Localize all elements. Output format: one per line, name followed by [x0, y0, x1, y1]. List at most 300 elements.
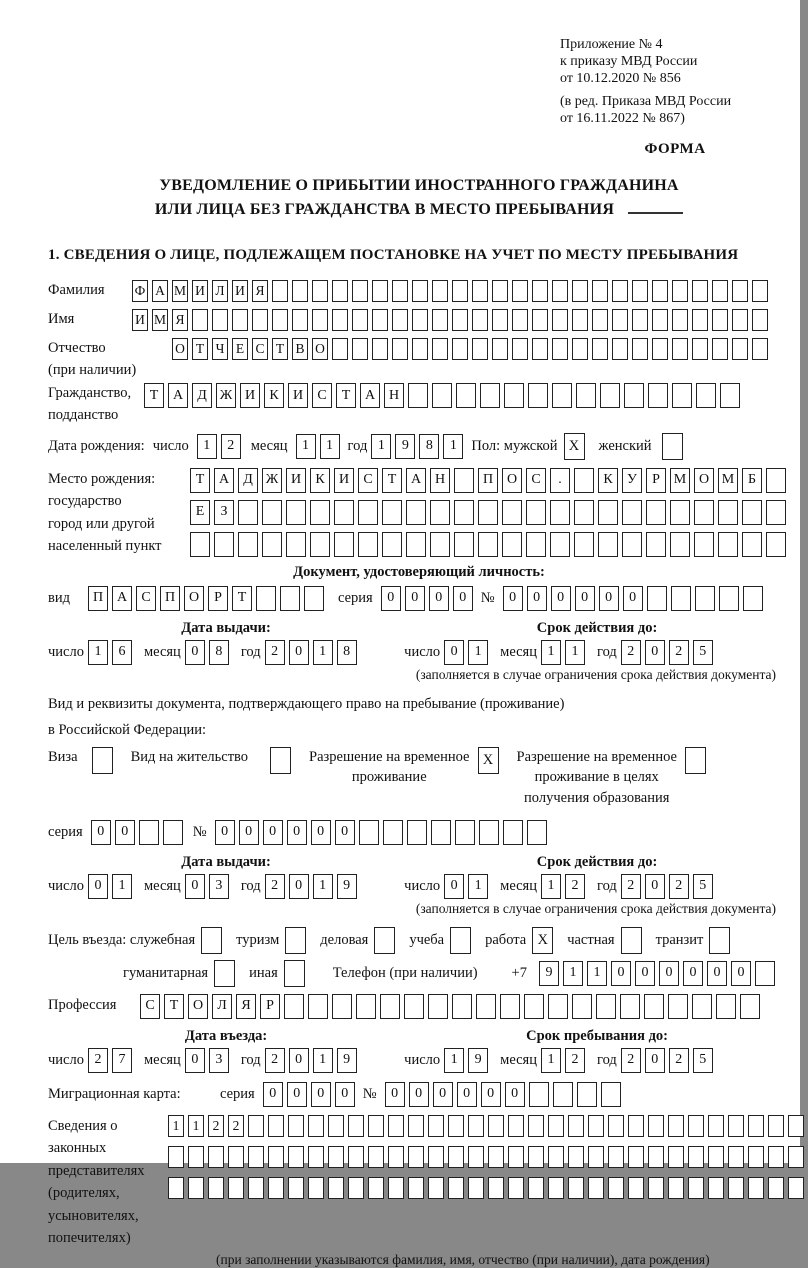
char-cell[interactable] — [488, 1177, 504, 1199]
char-cell[interactable] — [356, 994, 376, 1019]
char-cell[interactable]: X — [478, 747, 499, 774]
char-cell[interactable] — [358, 532, 378, 557]
char-cell[interactable]: 0 — [444, 640, 464, 665]
char-cell[interactable] — [188, 1146, 204, 1168]
char-cell[interactable] — [450, 927, 471, 954]
char-cell[interactable] — [524, 994, 544, 1019]
char-cell[interactable]: X — [532, 927, 553, 954]
char-cell[interactable] — [512, 309, 528, 331]
char-cell[interactable] — [352, 280, 368, 302]
char-cell[interactable] — [632, 338, 648, 360]
char-cell[interactable] — [270, 747, 291, 774]
char-cell[interactable] — [432, 383, 452, 408]
char-cell[interactable] — [688, 1177, 704, 1199]
char-cell[interactable] — [334, 500, 354, 525]
char-cell[interactable] — [168, 1177, 184, 1199]
char-cell[interactable] — [553, 1082, 573, 1107]
char-cell[interactable]: 0 — [311, 1082, 331, 1107]
char-cell[interactable]: 1 — [296, 434, 316, 459]
char-cell[interactable] — [694, 532, 714, 557]
char-cell[interactable]: 1 — [88, 640, 108, 665]
char-cell[interactable] — [468, 1115, 484, 1137]
char-cell[interactable] — [568, 1177, 584, 1199]
char-cell[interactable] — [272, 280, 288, 302]
char-cell[interactable] — [632, 280, 648, 302]
char-cell[interactable] — [163, 820, 183, 845]
char-cell[interactable] — [620, 994, 640, 1019]
char-cell[interactable] — [407, 820, 427, 845]
char-cell[interactable]: 0 — [287, 1082, 307, 1107]
char-cell[interactable] — [190, 532, 210, 557]
char-cell[interactable] — [374, 927, 395, 954]
char-cell[interactable] — [766, 468, 786, 493]
char-cell[interactable] — [352, 309, 368, 331]
char-cell[interactable] — [408, 1177, 424, 1199]
char-cell[interactable] — [527, 820, 547, 845]
char-cell[interactable]: Я — [236, 994, 256, 1019]
char-cell[interactable] — [454, 500, 474, 525]
char-cell[interactable] — [432, 280, 448, 302]
char-cell[interactable] — [308, 1146, 324, 1168]
char-cell[interactable]: К — [310, 468, 330, 493]
char-cell[interactable] — [712, 309, 728, 331]
char-cell[interactable]: 0 — [444, 874, 464, 899]
char-cell[interactable] — [694, 500, 714, 525]
char-cell[interactable] — [768, 1115, 784, 1137]
char-cell[interactable] — [552, 383, 572, 408]
char-cell[interactable]: 1 — [468, 640, 488, 665]
char-cell[interactable] — [428, 994, 448, 1019]
char-cell[interactable] — [248, 1115, 264, 1137]
char-cell[interactable] — [672, 309, 688, 331]
char-cell[interactable] — [628, 1146, 644, 1168]
char-cell[interactable]: 9 — [539, 961, 559, 986]
char-cell[interactable] — [472, 309, 488, 331]
char-cell[interactable]: Б — [742, 468, 762, 493]
char-cell[interactable]: 0 — [433, 1082, 453, 1107]
char-cell[interactable]: С — [312, 383, 332, 408]
char-cell[interactable] — [718, 500, 738, 525]
char-cell[interactable] — [608, 1115, 624, 1137]
char-cell[interactable]: М — [718, 468, 738, 493]
char-cell[interactable] — [192, 309, 208, 331]
char-cell[interactable]: 9 — [468, 1048, 488, 1073]
char-cell[interactable] — [228, 1177, 244, 1199]
char-cell[interactable] — [472, 338, 488, 360]
char-cell[interactable] — [574, 468, 594, 493]
char-cell[interactable]: З — [214, 500, 234, 525]
char-cell[interactable]: 0 — [683, 961, 703, 986]
char-cell[interactable] — [368, 1177, 384, 1199]
char-cell[interactable] — [380, 994, 400, 1019]
char-cell[interactable]: О — [694, 468, 714, 493]
char-cell[interactable]: 1 — [313, 1048, 333, 1073]
char-cell[interactable]: Т — [192, 338, 208, 360]
char-cell[interactable]: 0 — [707, 961, 727, 986]
char-cell[interactable] — [608, 1177, 624, 1199]
char-cell[interactable] — [628, 1177, 644, 1199]
char-cell[interactable] — [504, 383, 524, 408]
char-cell[interactable] — [448, 1115, 464, 1137]
char-cell[interactable]: А — [406, 468, 426, 493]
char-cell[interactable] — [612, 280, 628, 302]
char-cell[interactable] — [348, 1177, 364, 1199]
char-cell[interactable] — [648, 1177, 664, 1199]
char-cell[interactable] — [612, 309, 628, 331]
char-cell[interactable]: 0 — [88, 874, 108, 899]
char-cell[interactable] — [621, 927, 642, 954]
char-cell[interactable] — [238, 532, 258, 557]
char-cell[interactable] — [388, 1177, 404, 1199]
char-cell[interactable]: Ч — [212, 338, 228, 360]
char-cell[interactable] — [646, 532, 666, 557]
char-cell[interactable] — [598, 532, 618, 557]
char-cell[interactable] — [712, 338, 728, 360]
char-cell[interactable]: Д — [192, 383, 212, 408]
char-cell[interactable] — [588, 1177, 604, 1199]
char-cell[interactable] — [502, 532, 522, 557]
char-cell[interactable]: 0 — [645, 1048, 665, 1073]
char-cell[interactable] — [431, 820, 451, 845]
char-cell[interactable]: Т — [232, 586, 252, 611]
char-cell[interactable]: 2 — [265, 1048, 285, 1073]
char-cell[interactable]: 0 — [611, 961, 631, 986]
char-cell[interactable] — [752, 309, 768, 331]
char-cell[interactable] — [262, 500, 282, 525]
char-cell[interactable]: К — [264, 383, 284, 408]
char-cell[interactable]: 3 — [209, 874, 229, 899]
char-cell[interactable]: 0 — [599, 586, 619, 611]
char-cell[interactable] — [492, 280, 508, 302]
char-cell[interactable]: 2 — [265, 874, 285, 899]
char-cell[interactable]: Л — [212, 280, 228, 302]
char-cell[interactable] — [406, 532, 426, 557]
char-cell[interactable] — [716, 994, 736, 1019]
char-cell[interactable]: 0 — [311, 820, 331, 845]
char-cell[interactable] — [332, 309, 348, 331]
char-cell[interactable] — [454, 532, 474, 557]
char-cell[interactable] — [532, 338, 548, 360]
char-cell[interactable]: 1 — [563, 961, 583, 986]
char-cell[interactable] — [285, 927, 306, 954]
char-cell[interactable]: 8 — [419, 434, 439, 459]
char-cell[interactable]: С — [358, 468, 378, 493]
char-cell[interactable] — [512, 280, 528, 302]
char-cell[interactable] — [646, 500, 666, 525]
char-cell[interactable] — [188, 1177, 204, 1199]
char-cell[interactable]: 0 — [623, 586, 643, 611]
char-cell[interactable]: 0 — [405, 586, 425, 611]
char-cell[interactable]: Т — [382, 468, 402, 493]
char-cell[interactable]: 0 — [635, 961, 655, 986]
char-cell[interactable]: 2 — [621, 640, 641, 665]
char-cell[interactable] — [428, 1115, 444, 1137]
char-cell[interactable] — [672, 338, 688, 360]
char-cell[interactable] — [392, 280, 408, 302]
char-cell[interactable] — [688, 1115, 704, 1137]
char-cell[interactable] — [526, 532, 546, 557]
char-cell[interactable] — [452, 309, 468, 331]
char-cell[interactable]: 0 — [645, 640, 665, 665]
char-cell[interactable] — [577, 1082, 597, 1107]
char-cell[interactable] — [455, 820, 475, 845]
char-cell[interactable]: 0 — [481, 1082, 501, 1107]
char-cell[interactable] — [348, 1146, 364, 1168]
char-cell[interactable]: 1 — [188, 1115, 204, 1137]
char-cell[interactable]: 0 — [289, 1048, 309, 1073]
char-cell[interactable] — [709, 927, 730, 954]
char-cell[interactable]: С — [136, 586, 156, 611]
char-cell[interactable] — [568, 1146, 584, 1168]
char-cell[interactable] — [372, 338, 388, 360]
char-cell[interactable] — [280, 586, 300, 611]
char-cell[interactable] — [742, 532, 762, 557]
char-cell[interactable] — [550, 500, 570, 525]
char-cell[interactable] — [652, 338, 668, 360]
char-cell[interactable]: 0 — [659, 961, 679, 986]
char-cell[interactable] — [382, 500, 402, 525]
char-cell[interactable]: Л — [212, 994, 232, 1019]
char-cell[interactable] — [728, 1146, 744, 1168]
char-cell[interactable] — [685, 747, 706, 774]
char-cell[interactable] — [672, 280, 688, 302]
char-cell[interactable]: 0 — [505, 1082, 525, 1107]
char-cell[interactable]: 1 — [565, 640, 585, 665]
char-cell[interactable] — [671, 586, 691, 611]
char-cell[interactable]: Ж — [262, 468, 282, 493]
char-cell[interactable] — [552, 280, 568, 302]
char-cell[interactable] — [456, 383, 476, 408]
char-cell[interactable] — [286, 500, 306, 525]
char-cell[interactable]: Р — [208, 586, 228, 611]
char-cell[interactable]: М — [172, 280, 188, 302]
char-cell[interactable]: 0 — [185, 640, 205, 665]
char-cell[interactable]: 1 — [541, 1048, 561, 1073]
char-cell[interactable]: 2 — [221, 434, 241, 459]
char-cell[interactable] — [692, 338, 708, 360]
char-cell[interactable] — [592, 338, 608, 360]
char-cell[interactable] — [708, 1115, 724, 1137]
char-cell[interactable] — [548, 1177, 564, 1199]
char-cell[interactable]: 0 — [453, 586, 473, 611]
char-cell[interactable] — [448, 1146, 464, 1168]
char-cell[interactable]: 0 — [551, 586, 571, 611]
char-cell[interactable] — [372, 309, 388, 331]
char-cell[interactable] — [601, 1082, 621, 1107]
char-cell[interactable] — [238, 500, 258, 525]
char-cell[interactable] — [572, 994, 592, 1019]
char-cell[interactable] — [332, 338, 348, 360]
char-cell[interactable] — [284, 960, 305, 987]
char-cell[interactable] — [552, 338, 568, 360]
char-cell[interactable] — [359, 820, 379, 845]
char-cell[interactable] — [292, 309, 308, 331]
char-cell[interactable] — [668, 994, 688, 1019]
char-cell[interactable]: 0 — [731, 961, 751, 986]
char-cell[interactable]: 1 — [112, 874, 132, 899]
char-cell[interactable]: 1 — [313, 640, 333, 665]
char-cell[interactable] — [766, 500, 786, 525]
char-cell[interactable]: 1 — [587, 961, 607, 986]
char-cell[interactable] — [476, 994, 496, 1019]
char-cell[interactable] — [408, 1146, 424, 1168]
char-cell[interactable]: 1 — [313, 874, 333, 899]
char-cell[interactable]: 1 — [444, 1048, 464, 1073]
char-cell[interactable] — [512, 338, 528, 360]
char-cell[interactable]: Ж — [216, 383, 236, 408]
char-cell[interactable] — [622, 532, 642, 557]
char-cell[interactable] — [788, 1177, 804, 1199]
char-cell[interactable] — [139, 820, 159, 845]
char-cell[interactable] — [372, 280, 388, 302]
char-cell[interactable]: И — [240, 383, 260, 408]
char-cell[interactable]: И — [192, 280, 208, 302]
char-cell[interactable]: А — [168, 383, 188, 408]
char-cell[interactable]: И — [232, 280, 248, 302]
char-cell[interactable] — [310, 532, 330, 557]
char-cell[interactable] — [732, 309, 748, 331]
char-cell[interactable] — [268, 1115, 284, 1137]
char-cell[interactable] — [492, 338, 508, 360]
char-cell[interactable] — [528, 1146, 544, 1168]
char-cell[interactable]: 0 — [503, 586, 523, 611]
char-cell[interactable]: 1 — [468, 874, 488, 899]
char-cell[interactable] — [662, 433, 683, 460]
char-cell[interactable] — [528, 1177, 544, 1199]
char-cell[interactable] — [452, 280, 468, 302]
char-cell[interactable]: 2 — [88, 1048, 108, 1073]
char-cell[interactable]: И — [286, 468, 306, 493]
char-cell[interactable] — [508, 1177, 524, 1199]
char-cell[interactable] — [214, 532, 234, 557]
char-cell[interactable] — [648, 1146, 664, 1168]
char-cell[interactable]: Т — [190, 468, 210, 493]
char-cell[interactable] — [312, 280, 328, 302]
char-cell[interactable]: 3 — [209, 1048, 229, 1073]
char-cell[interactable] — [692, 280, 708, 302]
char-cell[interactable]: 9 — [395, 434, 415, 459]
char-cell[interactable] — [644, 994, 664, 1019]
char-cell[interactable]: 1 — [541, 640, 561, 665]
char-cell[interactable] — [788, 1115, 804, 1137]
char-cell[interactable] — [432, 338, 448, 360]
char-cell[interactable] — [508, 1115, 524, 1137]
char-cell[interactable] — [688, 1146, 704, 1168]
char-cell[interactable] — [720, 383, 740, 408]
char-cell[interactable]: Р — [260, 994, 280, 1019]
char-cell[interactable] — [256, 586, 276, 611]
char-cell[interactable] — [576, 383, 596, 408]
char-cell[interactable]: 1 — [443, 434, 463, 459]
char-cell[interactable]: 0 — [457, 1082, 477, 1107]
char-cell[interactable]: О — [172, 338, 188, 360]
char-cell[interactable]: 1 — [320, 434, 340, 459]
char-cell[interactable]: 2 — [565, 874, 585, 899]
char-cell[interactable] — [528, 1115, 544, 1137]
char-cell[interactable]: 2 — [208, 1115, 224, 1137]
char-cell[interactable]: 5 — [693, 874, 713, 899]
char-cell[interactable]: П — [478, 468, 498, 493]
char-cell[interactable]: 2 — [265, 640, 285, 665]
char-cell[interactable]: О — [312, 338, 328, 360]
char-cell[interactable] — [288, 1115, 304, 1137]
char-cell[interactable] — [708, 1146, 724, 1168]
char-cell[interactable] — [788, 1146, 804, 1168]
char-cell[interactable] — [552, 309, 568, 331]
char-cell[interactable]: 8 — [337, 640, 357, 665]
char-cell[interactable] — [502, 500, 522, 525]
char-cell[interactable] — [488, 1146, 504, 1168]
char-cell[interactable] — [480, 383, 500, 408]
char-cell[interactable]: М — [152, 309, 168, 331]
char-cell[interactable] — [383, 820, 403, 845]
char-cell[interactable]: X — [564, 433, 585, 460]
char-cell[interactable] — [288, 1177, 304, 1199]
char-cell[interactable]: 0 — [385, 1082, 405, 1107]
char-cell[interactable] — [752, 338, 768, 360]
char-cell[interactable]: 1 — [168, 1115, 184, 1137]
char-cell[interactable] — [748, 1115, 764, 1137]
char-cell[interactable] — [392, 338, 408, 360]
char-cell[interactable] — [596, 994, 616, 1019]
char-cell[interactable]: А — [152, 280, 168, 302]
char-cell[interactable]: 0 — [381, 586, 401, 611]
char-cell[interactable] — [252, 309, 268, 331]
char-cell[interactable]: И — [334, 468, 354, 493]
char-cell[interactable] — [592, 280, 608, 302]
char-cell[interactable] — [568, 1115, 584, 1137]
char-cell[interactable] — [588, 1146, 604, 1168]
char-cell[interactable] — [352, 338, 368, 360]
char-cell[interactable] — [550, 532, 570, 557]
char-cell[interactable] — [508, 1146, 524, 1168]
char-cell[interactable]: Д — [238, 468, 258, 493]
char-cell[interactable]: 2 — [669, 874, 689, 899]
char-cell[interactable] — [648, 383, 668, 408]
char-cell[interactable] — [532, 309, 548, 331]
char-cell[interactable] — [308, 1177, 324, 1199]
char-cell[interactable] — [600, 383, 620, 408]
char-cell[interactable] — [732, 280, 748, 302]
char-cell[interactable] — [766, 532, 786, 557]
char-cell[interactable] — [608, 1146, 624, 1168]
char-cell[interactable]: Ф — [132, 280, 148, 302]
char-cell[interactable]: 0 — [289, 874, 309, 899]
char-cell[interactable] — [328, 1115, 344, 1137]
char-cell[interactable] — [168, 1146, 184, 1168]
char-cell[interactable]: А — [214, 468, 234, 493]
char-cell[interactable] — [432, 309, 448, 331]
char-cell[interactable] — [572, 280, 588, 302]
char-cell[interactable]: 0 — [185, 1048, 205, 1073]
char-cell[interactable]: Н — [384, 383, 404, 408]
char-cell[interactable]: П — [160, 586, 180, 611]
char-cell[interactable]: Е — [190, 500, 210, 525]
char-cell[interactable] — [408, 383, 428, 408]
char-cell[interactable] — [468, 1146, 484, 1168]
char-cell[interactable] — [428, 1146, 444, 1168]
char-cell[interactable] — [348, 1115, 364, 1137]
char-cell[interactable]: С — [252, 338, 268, 360]
char-cell[interactable] — [308, 1115, 324, 1137]
char-cell[interactable] — [500, 994, 520, 1019]
char-cell[interactable] — [652, 280, 668, 302]
char-cell[interactable]: Т — [144, 383, 164, 408]
char-cell[interactable]: 1 — [541, 874, 561, 899]
char-cell[interactable]: 0 — [91, 820, 111, 845]
char-cell[interactable]: А — [112, 586, 132, 611]
char-cell[interactable] — [755, 961, 775, 986]
